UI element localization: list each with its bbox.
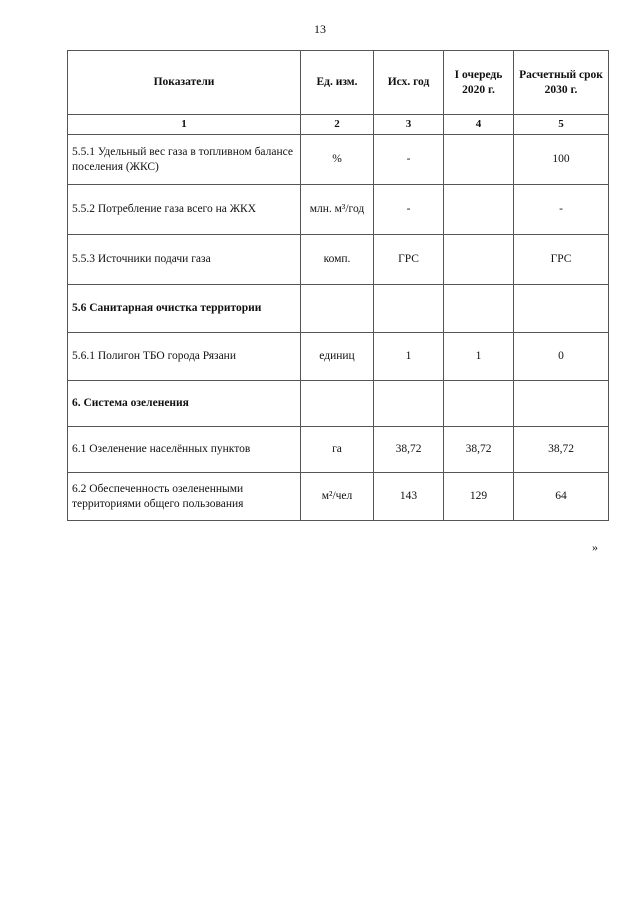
row-base-year: ГРС (374, 235, 444, 285)
column-number: 5 (514, 115, 609, 135)
row-unit (301, 285, 374, 333)
row-stage1 (444, 285, 514, 333)
row-design-term (514, 381, 609, 427)
row-unit: комп. (301, 235, 374, 285)
row-design-term: ГРС (514, 235, 609, 285)
row-unit: % (301, 135, 374, 185)
row-base-year: - (374, 135, 444, 185)
row-base-year: 38,72 (374, 427, 444, 473)
row-base-year (374, 381, 444, 427)
column-number-row (68, 115, 609, 135)
table-row (68, 427, 609, 473)
row-unit: млн. м³/год (301, 185, 374, 235)
column-number: 1 (68, 115, 301, 135)
row-design-term: 0 (514, 333, 609, 381)
table-row (68, 235, 609, 285)
column-number: 4 (444, 115, 514, 135)
row-design-term: 64 (514, 473, 609, 521)
table-row (68, 185, 609, 235)
section-title: 6. Система озеленения (68, 381, 301, 427)
table-header-row (68, 51, 609, 115)
table-section-row (68, 381, 609, 427)
header-indicators: Показатели (68, 51, 301, 115)
row-stage1: 38,72 (444, 427, 514, 473)
header-unit: Ед. изм. (301, 51, 374, 115)
row-base-year: 1 (374, 333, 444, 381)
row-stage1 (444, 185, 514, 235)
row-stage1 (444, 381, 514, 427)
row-base-year: - (374, 185, 444, 235)
closing-quote-mark: » (592, 540, 598, 554)
column-number: 2 (301, 115, 374, 135)
row-base-year: 143 (374, 473, 444, 521)
table-row (68, 333, 609, 381)
table-row (68, 473, 609, 521)
row-indicator-name: 6.2 Обеспеченность озелененными территориями общего пользования (68, 473, 301, 521)
header-design-term: Расчетный срок 2030 г. (514, 51, 609, 115)
row-stage1: 129 (444, 473, 514, 521)
table-row (68, 135, 609, 185)
section-title: 5.6 Санитарная очистка территории (68, 285, 301, 333)
row-indicator-name: 5.6.1 Полигон ТБО города Рязани (68, 333, 301, 381)
row-base-year (374, 285, 444, 333)
row-unit: единиц (301, 333, 374, 381)
row-stage1: 1 (444, 333, 514, 381)
row-design-term: 100 (514, 135, 609, 185)
row-unit: га (301, 427, 374, 473)
row-design-term: - (514, 185, 609, 235)
row-indicator-name: 5.5.2 Потребление газа всего на ЖКХ (68, 185, 301, 235)
row-unit (301, 381, 374, 427)
header-base-year: Исх. год (374, 51, 444, 115)
column-number: 3 (374, 115, 444, 135)
row-indicator-name: 5.5.1 Удельный вес газа в топливном балансе поселения (ЖКС) (68, 135, 301, 185)
row-indicator-name: 6.1 Озеленение населённых пунктов (68, 427, 301, 473)
row-design-term (514, 285, 609, 333)
row-indicator-name: 5.5.3 Источники подачи газа (68, 235, 301, 285)
table-section-row (68, 285, 609, 333)
row-design-term: 38,72 (514, 427, 609, 473)
page-number: 13 (314, 22, 326, 36)
row-stage1 (444, 135, 514, 185)
row-unit: м²/чел (301, 473, 374, 521)
row-stage1 (444, 235, 514, 285)
header-stage1: I очередь 2020 г. (444, 51, 514, 115)
indicators-table (67, 50, 609, 521)
